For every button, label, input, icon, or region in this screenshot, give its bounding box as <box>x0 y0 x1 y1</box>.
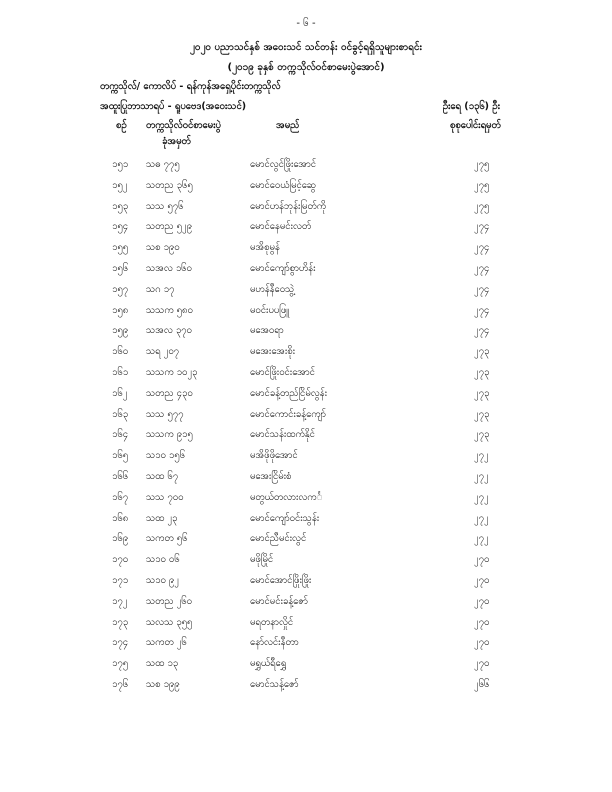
row-roll-number: သ၁၀ ၀၆ <box>146 554 180 566</box>
header-name: အမည် <box>276 120 300 131</box>
row-mark: ၂၇၃ <box>474 387 490 399</box>
row-name: မောင်ညီမင်းလွင် <box>250 533 307 545</box>
row-name: မောင်သန်းထက်နိုင် <box>250 429 315 441</box>
row-roll-number: သဂ ၁၇ <box>146 283 175 295</box>
row-roll-number: သသ ၅၇၆ <box>146 200 184 212</box>
row-mark: ၂၇၄ <box>474 221 490 233</box>
table-row <box>0 449 612 470</box>
row-roll-number: သစ ၁၉၀ <box>146 242 180 254</box>
row-name: မောင်သန့်ဇော် <box>250 678 299 690</box>
table-row <box>0 678 612 699</box>
row-mark: ၂၇၃ <box>474 346 490 358</box>
row-number: ၁၅၂ <box>112 179 128 191</box>
table-row <box>0 470 612 491</box>
row-name: မရတနာလှိုင် <box>250 616 294 628</box>
row-number: ၁၆၃ <box>112 408 129 420</box>
row-name: နော်လင်းနီတာ <box>250 637 299 649</box>
row-name: မောင်ဟန်ဘုန်းမြတ်ကို <box>250 200 327 212</box>
table-row <box>0 408 612 429</box>
row-number: ၁၆၄ <box>112 429 129 441</box>
row-mark: ၂၇၃ <box>474 366 490 378</box>
page-number: - ၆ - <box>296 18 316 29</box>
row-name: မောင်ကျော်ဝင်းသွန်း <box>250 512 320 524</box>
row-number: ၁၆၈ <box>112 512 129 524</box>
row-number: ၁၅၉ <box>112 325 129 337</box>
university-line: တက္ကသိုလ်/ ကောလိပ် - ရန်ကုန်အရှေ့ပိုင်းတက္ကသိုလ် <box>100 81 281 92</box>
row-mark: ၂၇၄ <box>474 304 490 316</box>
row-mark: ၂၇၅ <box>474 179 490 191</box>
row-number: ၁၅၈ <box>112 304 129 316</box>
header-no: စဉ် <box>116 120 127 131</box>
table-row <box>0 179 612 200</box>
row-name: မအေးအေးစိုး <box>250 346 296 358</box>
row-roll-number: သ၁၀ ၁၅၆ <box>146 450 185 462</box>
row-name: မတွယ်တလားလကင်္ <box>250 491 323 503</box>
table-row <box>0 636 612 657</box>
table-row <box>0 387 612 408</box>
table-row <box>0 553 612 574</box>
row-roll-number: သထ ၆၇ <box>146 470 179 482</box>
row-mark: ၂၇၀ <box>474 616 490 628</box>
row-name: မောင်ဝေယံမြင့်ဆွေ <box>250 179 316 191</box>
table-row <box>0 616 612 637</box>
row-mark: ၂၇၂ <box>474 533 489 545</box>
row-number: ၁၅၇ <box>112 283 129 295</box>
row-number: ၁၆၅ <box>112 450 129 462</box>
row-name: မအိဖိုဖိုအောင် <box>250 450 298 462</box>
row-mark: ၂၇၀ <box>474 595 490 607</box>
row-number: ၁၅၃ <box>112 200 129 212</box>
row-roll-number: သကတ ၅၆ <box>146 533 188 545</box>
row-number: ၁၅၄ <box>112 221 129 233</box>
header-roll-line2: ခုံအမှတ် <box>162 136 191 147</box>
table-row <box>0 304 612 325</box>
row-mark: ၂၇၃ <box>474 429 490 441</box>
row-name: မောင်ခန့်တည်ငြိမ်လွန်း <box>250 387 327 399</box>
row-roll-number: သတည ၃၆၅ <box>146 179 193 191</box>
row-name: မရွှယ်ရီရွှေ <box>250 658 287 670</box>
row-name: မအေးငြိမ်းစံ <box>250 470 292 482</box>
row-mark: ၂၇၂ <box>474 512 489 524</box>
row-number: ၁၆၀ <box>112 346 129 358</box>
row-name: မောင်မင်းခန့်ဇော် <box>250 595 308 607</box>
row-mark: ၂၇၄ <box>474 242 490 254</box>
table-row <box>0 366 612 387</box>
row-roll-number: သကတ ၂၆ <box>146 637 187 649</box>
table-row <box>0 262 612 283</box>
subject-line: အထူးပြုဘာသာရပ် - ရူပဗေဒ(အဝေးသင်) <box>100 101 247 112</box>
row-mark: ၂၇၂ <box>474 491 489 503</box>
row-name: မအိစုမွန် <box>250 242 280 254</box>
row-number: ၁၆၂ <box>112 387 128 399</box>
row-number: ၁၇၁ <box>112 574 129 586</box>
header-mark: စုစုပေါင်းရမှတ် <box>450 120 501 131</box>
table-row <box>0 200 612 221</box>
row-name: မဖိုမြိုင် <box>250 554 274 566</box>
row-roll-number: သအလ ၃၇၀ <box>146 325 192 337</box>
row-name: မောင်ကောင်းခန့်ကျော် <box>250 408 326 420</box>
total-count: ဦးရေ (၁၃၆) ဦး <box>442 101 500 112</box>
row-mark: ၂၇၀ <box>474 637 490 649</box>
table-row <box>0 241 612 262</box>
row-number: ၁၇၄ <box>112 637 129 649</box>
row-number: ၁၇၆ <box>112 678 129 690</box>
row-name: မောင်ဖြိုးဝင်းအောင် <box>250 366 315 378</box>
row-mark: ၂၇၄ <box>474 283 490 295</box>
row-roll-number: သသက ၉၁၅ <box>146 429 193 441</box>
table-row <box>0 158 612 179</box>
row-number: ၁၇၅ <box>112 658 129 670</box>
row-roll-number: သ၁၀ ၉၂ <box>146 574 179 586</box>
row-roll-number: သသက ၁၀၂၃ <box>146 366 198 378</box>
table-row <box>0 324 612 345</box>
row-number: ၁၆၆ <box>112 470 129 482</box>
row-name: မဟန်နီဝေသွဲ့ <box>250 283 295 295</box>
table-row <box>0 345 612 366</box>
row-name: မောင်ကျော်စွာဟိန်း <box>250 262 316 274</box>
row-mark: ၂၇၅ <box>474 159 490 170</box>
row-mark: ၂၇၂ <box>474 470 489 482</box>
row-name: မောင်အောင်ဖြိုးဖြိုး <box>250 574 312 586</box>
row-number: ၁၇၃ <box>112 616 129 628</box>
results-table <box>0 158 612 699</box>
row-number: ၁၅၁ <box>112 159 129 170</box>
table-row <box>0 283 612 304</box>
row-roll-number: သလသ ၃၅၅ <box>146 616 193 628</box>
row-mark: ၂၇၃ <box>474 408 490 420</box>
table-row <box>0 657 612 678</box>
row-mark: ၂၆၆ <box>474 678 490 690</box>
row-roll-number: သအလ ၁၆၀ <box>146 262 192 274</box>
row-roll-number: သရ ၂၀၇ <box>146 346 180 358</box>
row-roll-number: သသ ၇၀၀ <box>146 491 184 503</box>
document-subtitle: (၂၀၁၉ ခုနှစ် တက္ကသိုလ်ဝင်စာမေးပွဲအောင်) <box>227 62 385 73</box>
row-name: မောင်နေမင်းလတ် <box>250 221 312 233</box>
table-row <box>0 532 612 553</box>
row-name: မဝင်းပပဖြူ <box>250 304 290 316</box>
row-mark: ၂၇၀ <box>474 574 490 586</box>
row-number: ၁၅၆ <box>112 262 129 274</box>
row-roll-number: သတည ၂၆၀ <box>146 595 192 607</box>
row-roll-number: သတည ၄၃၀ <box>146 387 193 399</box>
table-row <box>0 512 612 533</box>
row-roll-number: သစ ၁၉၉ <box>146 678 180 690</box>
table-row <box>0 491 612 512</box>
row-name: မအေဝရာ <box>250 325 284 337</box>
row-mark: ၂၇၅ <box>474 200 490 212</box>
row-number: ၁၆၁ <box>112 366 129 378</box>
table-row <box>0 595 612 616</box>
row-roll-number: သထ ၂၃ <box>146 512 178 524</box>
row-number: ၁၇၀ <box>112 554 129 566</box>
row-mark: ၂၇၀ <box>474 658 490 670</box>
row-mark: ၂၇၂ <box>474 450 489 462</box>
table-row <box>0 220 612 241</box>
row-roll-number: သတည ၅၂၉ <box>146 221 192 233</box>
row-number: ၁၆၇ <box>112 491 129 503</box>
row-mark: ၂၇၄ <box>474 262 490 274</box>
row-number: ၁၅၅ <box>112 242 129 254</box>
row-mark: ၂၇၀ <box>474 554 490 566</box>
table-row <box>0 428 612 449</box>
row-number: ၁၇၂ <box>112 595 128 607</box>
row-name: မောင်လွင်ဖြိုးအောင် <box>250 159 317 170</box>
row-number: ၁၆၉ <box>112 533 129 545</box>
row-roll-number: သသက ၅၈၀ <box>146 304 193 316</box>
table-row <box>0 574 612 595</box>
row-roll-number: သဓ ၇၇၅ <box>146 159 180 170</box>
row-mark: ၂၇၄ <box>474 325 490 337</box>
row-roll-number: သထ ၁၃ <box>146 658 179 670</box>
header-roll: တက္ကသိုလ်ဝင်စာမေးပွဲ <box>146 120 221 131</box>
row-roll-number: သသ ၅၇၇ <box>146 408 184 420</box>
document-title: ၂၀၂၀ ပညာသင်နှစ် အဝေးသင် သင်တန်း ဝင်ခွင့်ရရှိသူများစာရင်း <box>189 42 423 53</box>
